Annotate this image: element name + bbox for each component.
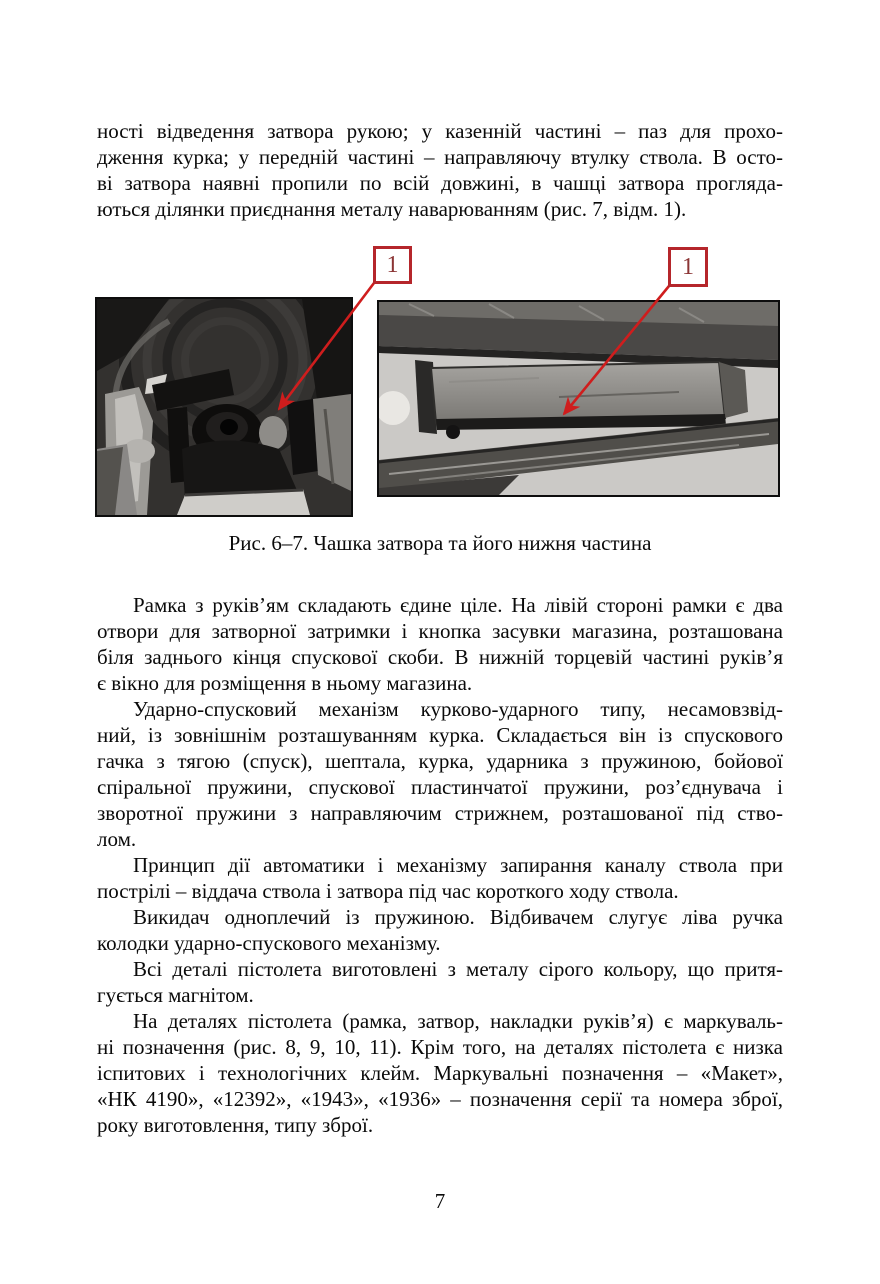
text-block-top [97,118,783,222]
text-line: Всі деталі пістолета виготовлені з металу сірого кольору, що притя- [133,957,783,981]
paragraph [97,852,783,904]
text-line: іспитових і технологічних клейм. Маркувальні позначення – «Макет», [97,1061,783,1085]
text-line: року виготовлення, типу зброї. [97,1113,374,1137]
callout-label: 1 [386,252,399,278]
paragraph [97,1008,783,1138]
text-line: гується магнітом. [97,983,254,1007]
text-line: біля заднього кінця спускової скоби. В нижній торцевій частині руків’я [97,645,783,669]
text-line: «НК 4190», «12392», «1943», «1936» – позначення серії та номера зброї, [97,1087,783,1111]
text-line: Ударно-спусковий механізм курково-ударного типу, несамовзвід- [133,697,783,721]
text-line: Рамка з руків’ям складають єдине ціле. На лівій стороні рамки є два [133,593,783,617]
text-line: отвори для затворної затримки і кнопка засувки магазина, розташована [97,619,783,643]
photo-slide-lower-part [377,300,780,497]
page-number: 7 [434,1189,446,1213]
text-line: ються ділянки приєднання металу наварюванням (рис. 7, відм. 1). [97,197,687,221]
slide-lower-image [379,302,778,495]
callout-label: 1 [682,254,694,280]
text-line: ві затвора наявні пропили по всій довжині, в чашці затвора прогляда- [97,171,783,195]
paragraph [97,118,783,222]
text-line: спіральної пружини, спускової пластинчатої пружини, роз’єднувача і [97,775,783,799]
paragraph [97,956,783,1008]
text-line: Викидач одноплечий із пружиною. Відбивачем слугує ліва ручка [133,905,783,929]
text-line: ні позначення (рис. 8, 9, 10, 11). Крім того, на деталях пістолета є низка [97,1035,783,1059]
text-line: є вікно для розміщення в ньому магазина. [97,671,473,695]
text-block-main [97,592,783,1138]
photo-bolt-cup [95,297,353,517]
text-line: ності відведення затвора рукою; у казенній частині – паз для прохо- [97,119,783,143]
callout-box-left [373,246,412,284]
paragraph [97,904,783,956]
text-line: пострілі – віддача ствола і затвора під час короткого ходу ствола. [97,879,679,903]
text-line: ний, із зовнішнім розташуванням курка. Складається він із спускового [97,723,783,747]
text-line: лом. [97,827,137,851]
figure-caption: Рис. 6–7. Чашка затвора та його нижня частина [228,531,652,555]
paragraph [97,592,783,696]
text-line: зворотної пружини з направляючим стрижнем, розташованої під ство- [97,801,783,825]
paragraph [97,696,783,852]
text-line: дження курка; у передній частині – направляючу втулку ствола. В осто- [97,145,783,169]
callout-box-right [668,247,708,287]
text-line: На деталях пістолета (рамка, затвор, накладки руків’я) є маркуваль- [133,1009,783,1033]
text-line: Принцип дії автоматики і механізму запирання каналу ствола при [133,853,783,877]
text-line: гачка з тягою (спуск), шептала, курка, ударника з пружиною, бойової [97,749,783,773]
bolt-cup-image [97,299,351,515]
text-line: колодки ударно-спускового механізму. [97,931,441,955]
